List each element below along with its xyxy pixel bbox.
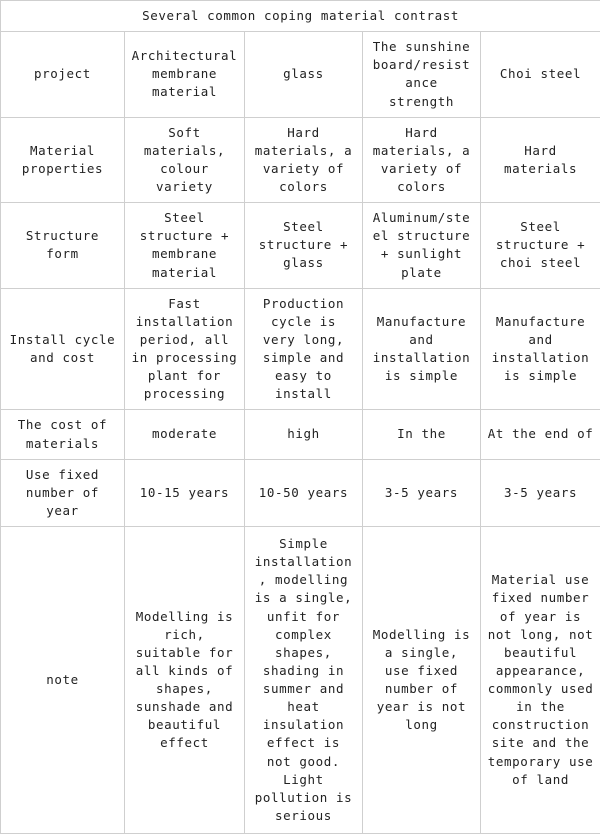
table-title-row (1, 1, 600, 32)
column-header-sunshine-board: The sunshine board/resistance strength (363, 32, 481, 118)
table-cell: At the end of (481, 410, 600, 459)
column-header-membrane: Architectural membrane material (125, 32, 245, 118)
table-cell: Steel structure + membrane material (125, 203, 245, 289)
table-cell: In the (363, 410, 481, 459)
table-row (1, 203, 600, 289)
table-cell: Production cycle is very long, simple and easy to install (245, 288, 363, 410)
table-header-row (1, 32, 600, 118)
table-cell: 3-5 years (481, 459, 600, 526)
table-row (1, 527, 600, 834)
table-cell: Material use fixed number of year is not long, not beautiful appearance, commonly used in the construction site and the temporary use of land (481, 527, 600, 834)
table-cell: Steel structure + glass (245, 203, 363, 289)
table-cell: Modelling is rich, suitable for all kinds of shapes, sunshade and beautiful effect (125, 527, 245, 834)
column-header-choi-steel: Choi steel (481, 32, 600, 118)
row-label: note (1, 527, 125, 834)
table-cell: Simple installation, modelling is a single, unfit for complex shapes, shading in summer and heat insulation effect is not good. Light pollution is serious (245, 527, 363, 834)
table-cell: 10-50 years (245, 459, 363, 526)
table-cell: moderate (125, 410, 245, 459)
column-header-glass: glass (245, 32, 363, 118)
table-cell: Hard materials, a variety of colors (363, 117, 481, 203)
table-cell: Modelling is a single, use fixed number of year is not long (363, 527, 481, 834)
row-label: Material properties (1, 117, 125, 203)
table-cell: Hard materials (481, 117, 600, 203)
table-cell: Manufacture and installation is simple (363, 288, 481, 410)
table-cell: Soft materials, colour variety (125, 117, 245, 203)
row-label: Structure form (1, 203, 125, 289)
row-label: Install cycle and cost (1, 288, 125, 410)
table-cell: Fast installation period, all in processing plant for processing (125, 288, 245, 410)
table-cell: 3-5 years (363, 459, 481, 526)
row-label: Use fixed number of year (1, 459, 125, 526)
table-cell: Aluminum/steel structure + sunlight plate (363, 203, 481, 289)
table-row (1, 117, 600, 203)
table-cell: high (245, 410, 363, 459)
column-header-project: project (1, 32, 125, 118)
table-row (1, 410, 600, 459)
row-label: The cost of materials (1, 410, 125, 459)
table-row (1, 288, 600, 410)
page-title: Several common coping material contrast (1, 1, 600, 32)
table-row (1, 459, 600, 526)
table-cell: Hard materials, a variety of colors (245, 117, 363, 203)
table-cell: Manufacture and installation is simple (481, 288, 600, 410)
table-cell: 10-15 years (125, 459, 245, 526)
table-cell: Steel structure + choi steel (481, 203, 600, 289)
